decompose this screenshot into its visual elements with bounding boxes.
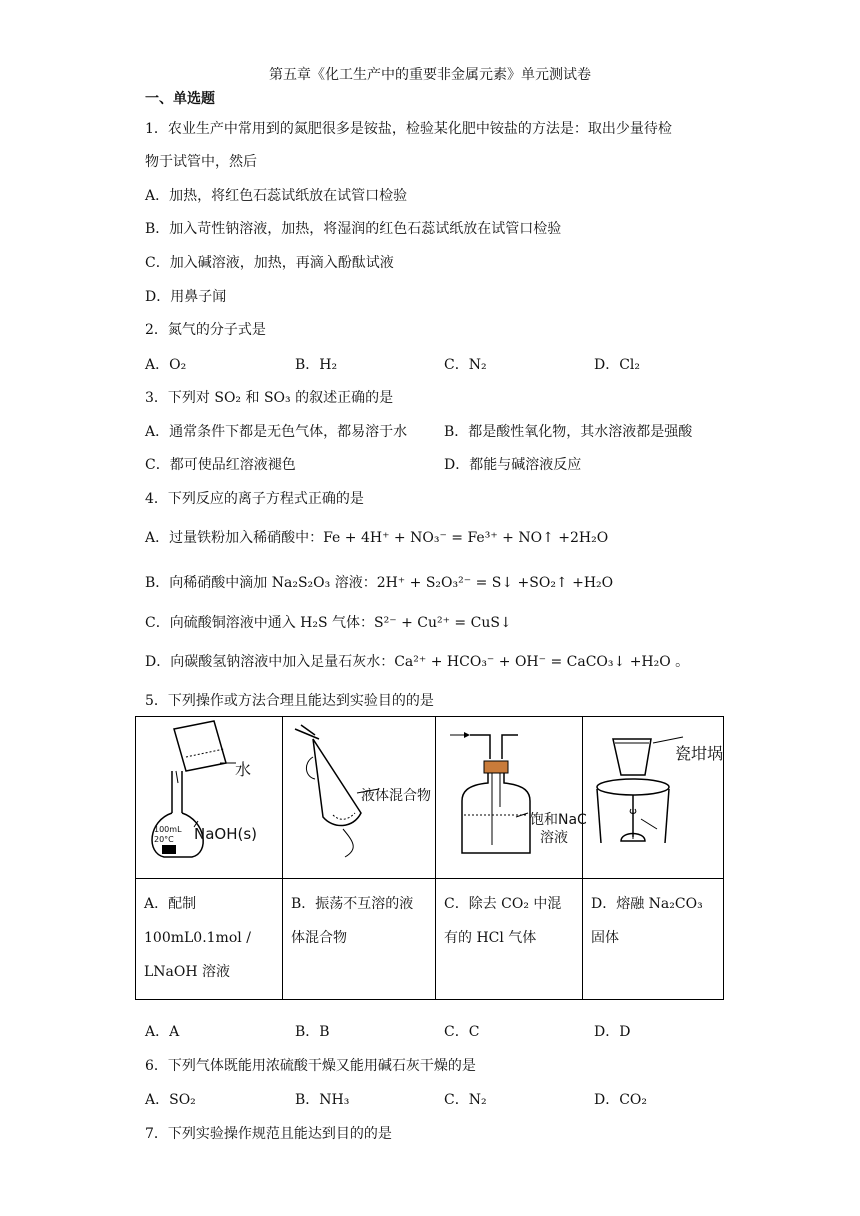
q5-figure-c [436,717,587,879]
q1-option-a: A．加热，将红色石蕊试纸放在试管口检验 [145,188,408,204]
label-solution: 溶液 [540,830,568,846]
label-naoh-solid: NaOH(s) [194,825,258,843]
q1-option-c: C．加入碱溶液，加热，再滴入酚酞试液 [145,255,394,271]
q5-option-a: A．A [145,1024,180,1040]
q5-figure-b [283,717,436,879]
q5-option-b: B．B [295,1024,330,1040]
q3-option-b: B．都是酸性氧化物，其水溶液都是强酸 [444,424,693,440]
q1-stem-line2: 物于试管中，然后 [145,154,257,170]
q2-option-a: A．O₂ [145,357,187,373]
q2-option-b: B．H₂ [295,357,338,373]
label-crucible: 瓷坩埚 [675,744,724,763]
label-flask-volume: 100mL 20°C [154,825,182,844]
section-heading: 一、单选题 [145,91,215,107]
q5-figure-a [136,717,283,879]
q3-option-c: C．都可使品红溶液褪色 [145,457,296,473]
q5-option-d: D．D [594,1024,631,1040]
q3-stem: 3．下列对 SO₂ 和 SO₃ 的叙述正确的是 [145,390,394,406]
q2-stem: 2．氮气的分子式是 [145,322,266,338]
q6-option-b: B．NH₃ [295,1092,350,1108]
label-liquid-mixture: 液体混合物 [361,788,431,804]
q6-option-d: D．CO₂ [594,1092,648,1108]
q1-option-d: D．用鼻子闻 [145,289,227,305]
q3-option-a: A．通常条件下都是无色气体，都易溶于水 [145,424,408,440]
q4-option-b: B．向稀硝酸中滴加 Na₂S₂O₃ 溶液：2H⁺ + S₂O₃²⁻ = S↓ +SO₂↑ +H₂O [145,575,614,591]
q6-stem: 6．下列气体既能用浓硫酸干燥又能用碱石灰干燥的是 [145,1058,476,1074]
q5-caption-b: B．振荡不互溶的液体混合物 [283,879,436,1000]
q4-option-a: A．过量铁粉加入稀硝酸中：Fe + 4H⁺ + NO₃⁻ = Fe³⁺ + NO↑ +2H₂O [145,530,609,546]
label-water: 水 [235,760,252,779]
q5-caption-d: D．熔融 Na₂CO₃ 固体 [583,879,724,1000]
label-saturated-solution: 饱和NaC [530,812,587,828]
q1-stem-line1: 1．农业生产中常用到的氮肥很多是铵盐，检验某化肥中铵盐的方法是：取出少量待检 [145,121,672,137]
q5-caption-c: C．除去 CO₂ 中混有的 HCl 气体 [436,879,583,1000]
q6-option-c: C．N₂ [444,1092,487,1108]
q5-figure-d [583,717,724,879]
q5-stem: 5．下列操作或方法合理且能达到实验目的的是 [145,693,434,709]
q2-option-c: C．N₂ [444,357,487,373]
q1-option-b: B．加入苛性钠溶液，加热，将湿润的红色石蕊试纸放在试管口检验 [145,221,562,237]
q7-stem: 7．下列实验操作规范且能达到目的的是 [145,1126,392,1142]
q2-option-d: D．Cl₂ [594,357,641,373]
page-title: 第五章《化工生产中的重要非金属元素》单元测试卷 [269,67,591,83]
q4-option-d: D．向碳酸氢钠溶液中加入足量石灰水：Ca²⁺ + HCO₃⁻ + OH⁻ = CaCO₃↓ +H₂O 。 [145,654,690,670]
q5-table [135,716,724,1000]
q3-option-d: D．都能与碱溶液反应 [444,457,582,473]
q4-option-c: C．向硫酸铜溶液中通入 H₂S 气体：S²⁻ + Cu²⁺ = CuS↓ [145,615,512,631]
q4-stem: 4．下列反应的离子方程式正确的是 [145,491,364,507]
q5-caption-a: A．配制 100mL0.1mol / LNaOH 溶液 [136,879,283,1000]
q6-option-a: A．SO₂ [145,1092,196,1108]
q5-option-c: C．C [444,1024,480,1040]
